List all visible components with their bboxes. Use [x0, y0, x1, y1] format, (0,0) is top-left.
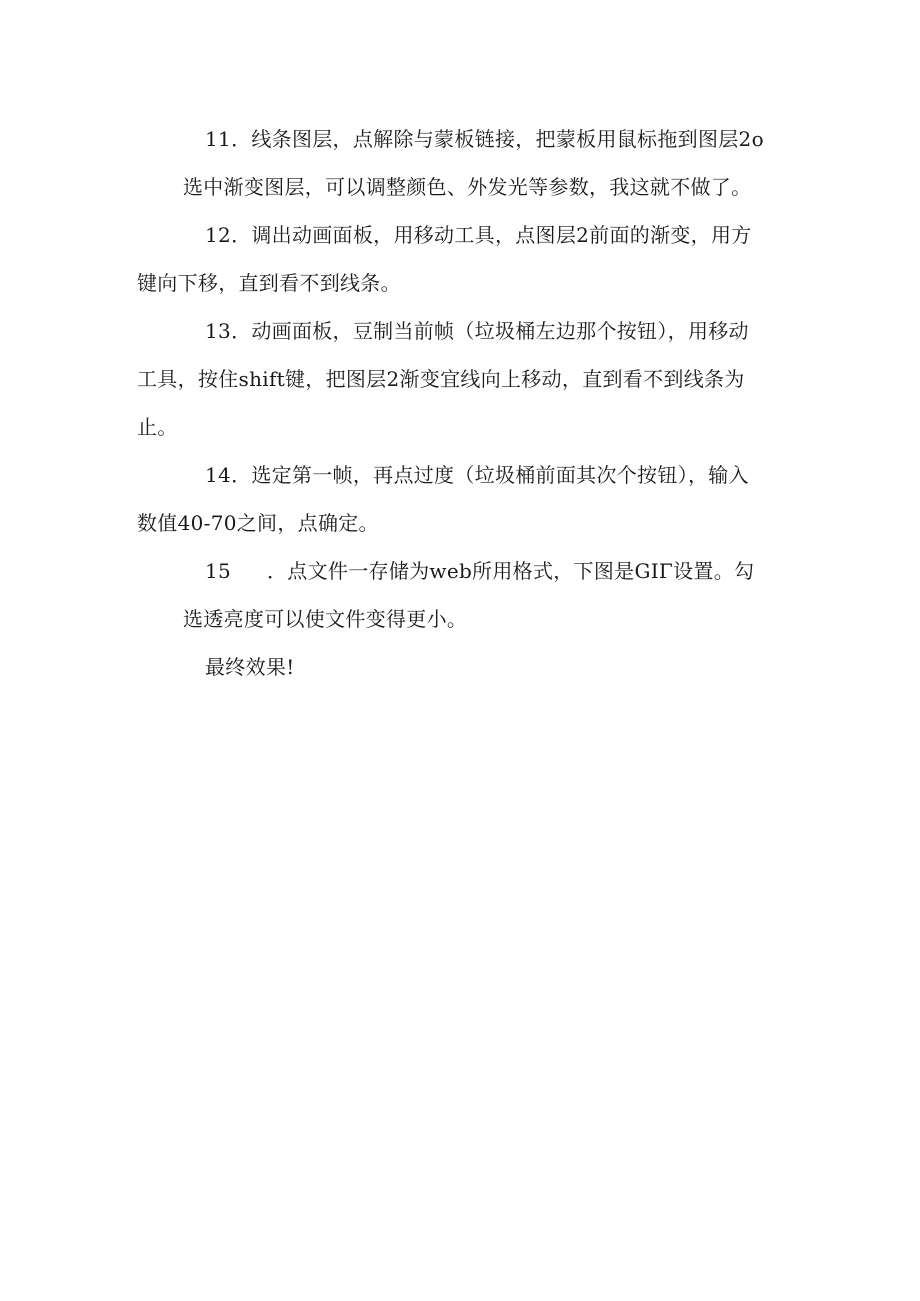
paragraph-12-line-2	[137, 270, 401, 296]
paragraph-15-line-2	[183, 606, 467, 632]
paragraph-11-text-2: 选中渐变图层，可以调整颜色、外发光等参数，我这就不做了。	[183, 175, 752, 199]
paragraph-14-text-2: 数值40-70之间，点确定。	[137, 511, 379, 535]
paragraph-12-number: 12	[205, 223, 232, 247]
paragraph-14-line-2	[137, 510, 379, 536]
paragraph-15-text-2: 选透亮度可以使文件变得更小。	[183, 607, 468, 631]
paragraph-11-text-1: ．线条图层，点解除与蒙板链接，把蒙板用鼠标拖到图层2o	[231, 127, 764, 151]
paragraph-11-line-2	[183, 174, 751, 200]
paragraph-13-text-3: 止。	[137, 415, 178, 439]
paragraph-15-line-1	[205, 558, 754, 584]
paragraph-11-line-1	[205, 126, 764, 152]
paragraph-13-line-3	[137, 414, 178, 440]
paragraph-12-line-1	[205, 222, 752, 248]
paragraph-12-text-2: 键向下移，直到看不到线条。	[137, 271, 401, 295]
paragraph-13-line-2	[137, 366, 745, 392]
paragraph-12-text-1: ．调出动画面板，用移动工具，点图层2前面的渐变，用方	[231, 223, 752, 247]
paragraph-13-text-2: 工具，按住shift键，把图层2渐变宜线向上移动，直到看不到线条为	[137, 367, 745, 391]
paragraph-14-text-1: ．选定第一帧，再点过度（垃圾桶前面其次个按钮），输入	[231, 463, 749, 487]
closing-text: 最终效果!	[205, 655, 295, 679]
paragraph-14-number: 14	[205, 463, 232, 487]
paragraph-13-text-1: ．动画面板，豆制当前帧（垃圾桶左边那个按钮），用移动	[231, 319, 749, 343]
paragraph-14-line-1	[205, 462, 749, 488]
paragraph-15-number: 15	[205, 559, 232, 583]
closing-line	[205, 654, 295, 680]
paragraph-11-number: 11	[205, 127, 232, 151]
paragraph-13-number: 13	[205, 319, 232, 343]
paragraph-15-text-1: ．点文件一存储为web所用格式，下图是GIΓ设置。勾	[267, 559, 755, 583]
paragraph-13-line-1	[205, 318, 749, 344]
